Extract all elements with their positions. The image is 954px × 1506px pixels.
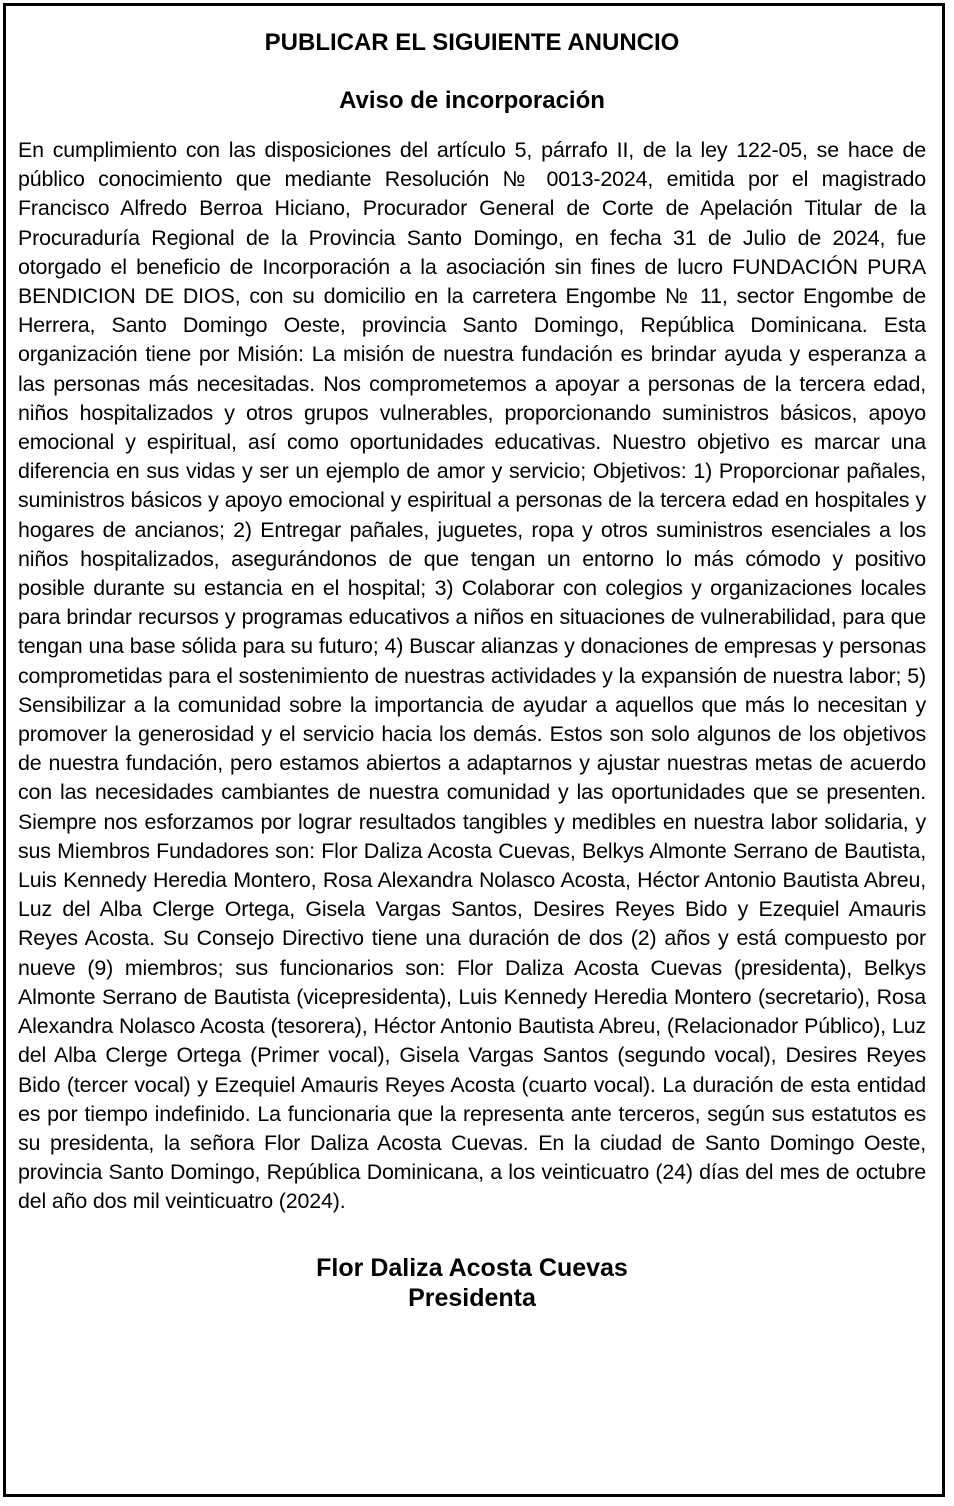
signature-block — [18, 1253, 926, 1313]
signature-title: Presidenta — [408, 1283, 536, 1312]
notice-title: Aviso de incorporación — [339, 87, 605, 114]
notice-content — [18, 28, 926, 1313]
notice-heading: PUBLICAR EL SIGUIENTE ANUNCIO — [264, 29, 680, 56]
notice-body: En cumplimiento con las disposiciones del artículo 5, párrafo II, de la ley 122-05, se hace de público conocimiento que mediante Resolución № 0013-2024, emitida por el magistrado Francisco Alfredo Berroa Hiciano, Procurador General de Corte de Apelación Titular de la Procuraduría Regional de la Provincia Santo Domingo, en fecha 31 de Julio de 2024, fue otorgado el beneficio de Incorporación a la asociación sin fines de lucro FUNDACIÓN PURA BENDICION DE DIOS, con su domicilio en la carretera Engombe № 11, sector Engombe de Herrera, Santo Domingo Oeste, provincia Santo Domingo, República Dominicana. Esta organización tiene por Misión: La misión de nuestra fundación es brindar ayuda y esperanza a las personas más necesitadas. Nos comprometemos a apoyar a personas de la tercera edad, niños hospitalizados y otros grupos vulnerables, proporcionando suministros básicos, apoyo emocional y espiritual, así como oportunidades educativas. Nuestro objetivo es marcar una diferencia en sus vidas y ser un ejemplo de amor y servicio; Objetivos: 1) Proporcionar pañales, suministros básicos y apoyo emocional y espiritual a personas de la tercera edad en hospitales y hogares de ancianos; 2) Entregar pañales, juguetes, ropa y otros suministros esenciales a los niños hospitalizados, asegurándonos de que tengan un entorno lo más cómodo y positivo posible durante su estancia en el hospital; 3) Colaborar con colegios y organizaciones locales para brindar recursos y programas educativos a niños en situaciones de vulnerabilidad, para que tengan una base sólida para su futuro; 4) Buscar alianzas y donaciones de empresas y personas comprometidas para el sostenimiento de nuestras actividades y la expansión de nuestra labor; 5) Sensibilizar a la comunidad sobre la importancia de ayudar a aquellos que más lo necesitan y promover la generosidad y el servicio hacia los demás. Estos son solo algunos de los objetivos de nuestra fundación, pero estamos abiertos a adaptarnos y ajustar nuestras metas de acuerdo con las necesidades cambiantes de nuestra comunidad y las oportunidades que se presenten. Siempre nos esforzamos por lograr resultados tangibles y medibles en nuestra labor solidaria, y sus Miembros Fundadores son: Flor Daliza Acosta Cuevas, Belkys Almonte Serrano de Bautista, Luis Kennedy Heredia Montero, Rosa Alexandra Nolasco Acosta, Héctor Antonio Bautista Abreu, Luz del Alba Clerge Ortega, Gisela Vargas Santos, Desires Reyes Bido y Ezequiel Amauris Reyes Acosta. Su Consejo Directivo tiene una duración de dos (2) años y está compuesto por nueve (9) miembros; sus funcionarios son: Flor Daliza Acosta Cuevas (presidenta), Belkys Almonte Serrano de Bautista (vicepresidenta), Luis Kennedy Heredia Montero (secretario), Rosa Alexandra Nolasco Acosta (tesorera), Héctor Antonio Bautista Abreu, (Relacionador Público), Luz del Alba Clerge Ortega (Primer vocal), Gisela Vargas Santos (segundo vocal), Desires Reyes Bido (tercer vocal) y Ezequiel Amauris Reyes Acosta (cuarto vocal). La duración de esta entidad es por tiempo indefinido. La funcionaria que la representa ante terceros, según sus estatutos es su presidenta, la señora Flor Daliza Acosta Cuevas. En la ciudad de Santo Domingo Oeste, provincia Santo Domingo, República Dominicana, a los veinticuatro (24) días del mes de octubre del año dos mil veinticuatro (2024). — [18, 138, 926, 1214]
signature-name: Flor Daliza Acosta Cuevas — [316, 1253, 628, 1282]
